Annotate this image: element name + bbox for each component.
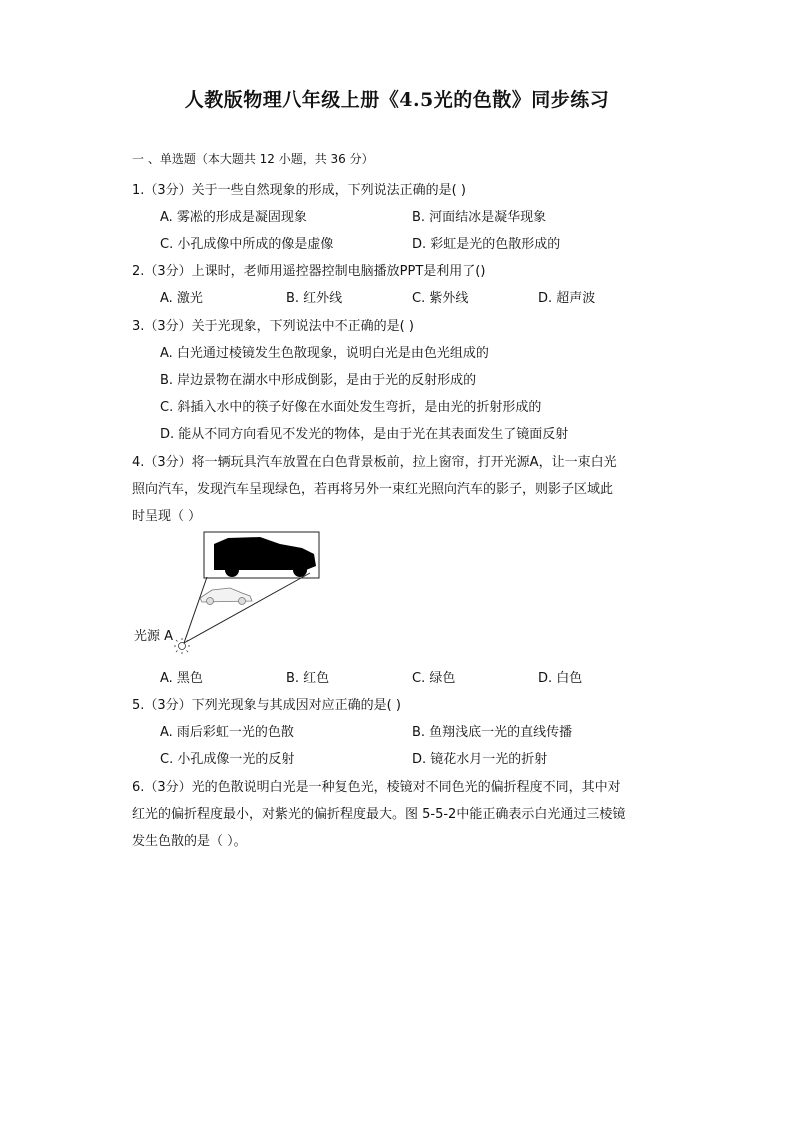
q1-option-b: B. 河面结冰是凝华现象 [412,210,547,225]
q4-option-c: C. 绿色 [412,671,456,686]
question-6-stem-line-2: 红光的偏折程度最小，对紫光的偏折程度最大。图 5-5-2中能正确表示白光通过三棱镜 [132,807,626,822]
car-shadow-diagram [132,530,332,660]
question-4-stem-line-1: 4.（3分）将一辆玩具汽车放置在白色背景板前，拉上窗帘，打开光源A，让一束白光 [132,455,617,470]
q5-option-b: B. 鱼翔浅底一光的直线传播 [412,725,573,740]
question-2-stem: 2.（3分）上课时，老师用遥控器控制电脑播放PPT是利用了() [132,264,486,279]
light-source-icon [174,638,190,654]
q4-figure [132,530,332,660]
question-6-stem-line-3: 发生色散的是（ ）。 [132,834,247,849]
q3-option-a: A. 白光通过棱镜发生色散现象，说明白光是由色光组成的 [160,346,489,361]
ray-lower [184,573,310,643]
question-1-stem: 1.（3分）关于一些自然现象的形成，下列说法正确的是( ) [132,183,466,198]
q4-option-a: A. 黑色 [160,671,203,686]
q2-option-c: C. 紫外线 [412,291,469,306]
q4-option-d: D. 白色 [538,671,583,686]
q4-option-b: B. 红色 [286,671,330,686]
q1-option-d: D. 彩虹是光的色散形成的 [412,237,561,252]
q2-option-b: B. 红外线 [286,291,343,306]
page-title: 人教版物理八年级上册《4.5光的色散》同步练习 [184,89,610,111]
section-heading: 一 、单选题（本大题共 12 小题，共 36 分） [132,152,374,166]
question-3-stem: 3.（3分）关于光现象，下列说法中不正确的是( ) [132,319,414,334]
question-4-stem-line-2: 照向汽车，发现汽车呈现绿色，若再将另外一束红光照向汽车的影子，则影子区域此 [132,482,614,497]
q3-option-b: B. 岸边景物在湖水中形成倒影，是由于光的反射形成的 [160,373,477,388]
car-shadow [214,537,316,577]
question-4-stem-line-3: 时呈现（ ） [132,509,202,524]
q5-option-a: A. 雨后彩虹一光的色散 [160,725,294,740]
toy-car [200,588,252,605]
question-5-stem: 5.（3分）下列光现象与其成因对应正确的是( ) [132,698,401,713]
q1-option-c: C. 小孔成像中所成的像是虚像 [160,237,334,252]
q2-option-d: D. 超声波 [538,291,596,306]
q5-option-d: D. 镜花水月一光的折射 [412,752,548,767]
q2-option-a: A. 激光 [160,291,203,306]
light-source-label: 光源 A [134,629,174,644]
question-6-stem-line-1: 6.（3分）光的色散说明白光是一种复色光，棱镜对不同色光的偏折程度不同，其中对 [132,780,621,795]
q5-option-c: C. 小孔成像一光的反射 [160,752,295,767]
ray-upper [184,577,207,643]
q3-option-d: D. 能从不同方向看见不发光的物体，是由于光在其表面发生了镜面反射 [160,427,569,442]
q3-option-c: C. 斜插入水中的筷子好像在水面处发生弯折，是由光的折射形成的 [160,400,542,415]
q1-option-a: A. 雾凇的形成是凝固现象 [160,210,307,225]
